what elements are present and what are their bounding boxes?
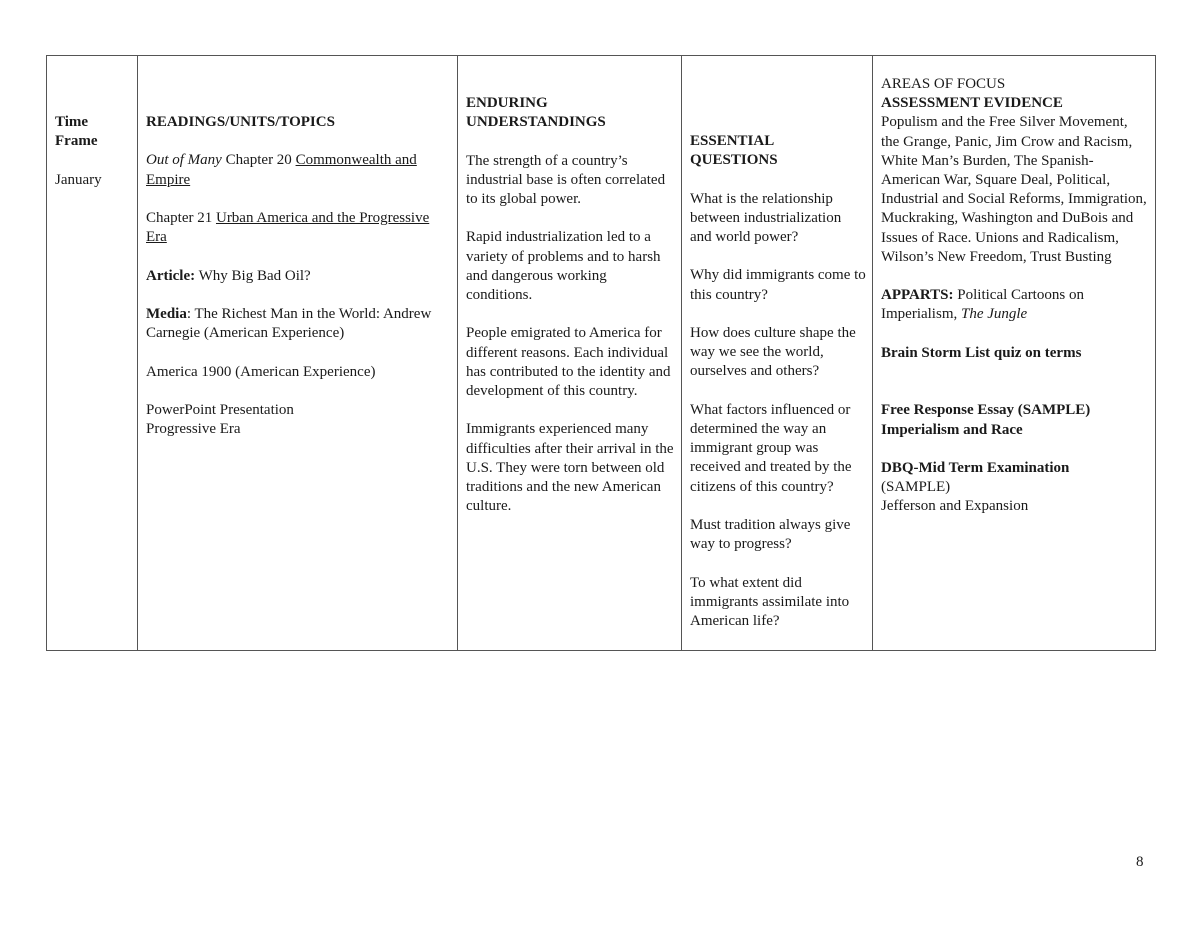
question-item: To what extent did immigrants assimilate into American life?	[690, 574, 850, 629]
curriculum-table	[46, 55, 1156, 651]
apparts-item: APPARTS: Political Cartoons on Imperialism, The Jungle	[881, 287, 1084, 323]
reading-item: Media: The Richest Man in the World: Andrew Carnegie (American Experience)	[146, 305, 432, 342]
reading-item: America 1900 (American Experience)	[146, 363, 376, 380]
reading-item: Chapter 21 Urban America and the Progressive Era	[146, 209, 430, 246]
understanding-item: Rapid industrialization led to a variety of problems and to harsh and dangerous working conditions.	[466, 229, 661, 303]
enduring-header: ENDURING UNDERSTANDINGS	[466, 95, 606, 131]
time-frame-header: Time Frame	[55, 114, 98, 150]
understanding-item: The strength of a country’s industrial base is often correlated to its global power.	[466, 152, 666, 207]
frq-item: Free Response Essay (SAMPLE) Imperialism and Race	[881, 402, 1091, 438]
brainstorm-item: Brain Storm List quiz on terms	[881, 344, 1082, 361]
question-item: Must tradition always give way to progress?	[690, 516, 851, 553]
understanding-item: Immigrants experienced many difficulties after their arrival in the U.S. They were torn between old traditions and the new American culture.	[466, 421, 674, 515]
essential-questions-cell	[682, 56, 873, 651]
readings-header: READINGS/UNITS/TOPICS	[146, 114, 335, 130]
reading-item: Article: Why Big Bad Oil?	[146, 267, 311, 284]
understanding-item: People emigrated to America for different reasons. Each individual has contributed to the identity and development of this country.	[466, 325, 671, 399]
page-number: 8	[1136, 854, 1144, 870]
reading-item: PowerPoint Presentation Progressive Era	[146, 401, 294, 438]
enduring-understandings-cell	[458, 56, 682, 651]
question-item: Why did immigrants come to this country?	[690, 267, 866, 303]
dbq-item: DBQ-Mid Term Examination (SAMPLE) Jefferson and Expansion	[881, 459, 1070, 515]
readings-cell	[138, 56, 458, 651]
focus-topics: Populism and the Free Silver Movement, the Grange, Panic, Jim Crow and Racism, White Man’s Burden, The Spanish-American War, Square Deal, Political, Industrial and Social Reforms, Immigration, Muckraking, Washington and DuBois and Issues of Race. Unions and Radicalism, Wilson’s New Freedom, Trust Busting	[881, 114, 1147, 265]
question-item: What is the relationship between industrialization and world power?	[690, 190, 842, 245]
question-item: What factors influenced or determined the way an immigrant group was received and treated by the citizens of this country?	[690, 401, 852, 495]
time-frame-cell	[47, 56, 138, 651]
focus-header: AREAS OF FOCUS ASSESSMENT EVIDENCE	[881, 76, 1063, 112]
table-row	[47, 56, 1156, 651]
question-item: How does culture shape the way we see the world, ourselves and others?	[690, 324, 856, 380]
time-frame-value: January	[55, 171, 102, 188]
areas-of-focus-cell	[873, 56, 1156, 651]
essential-header: ESSENTIAL QUESTIONS	[690, 133, 778, 169]
reading-item: Out of Many Chapter 20 Commonwealth and Empire	[146, 152, 417, 188]
